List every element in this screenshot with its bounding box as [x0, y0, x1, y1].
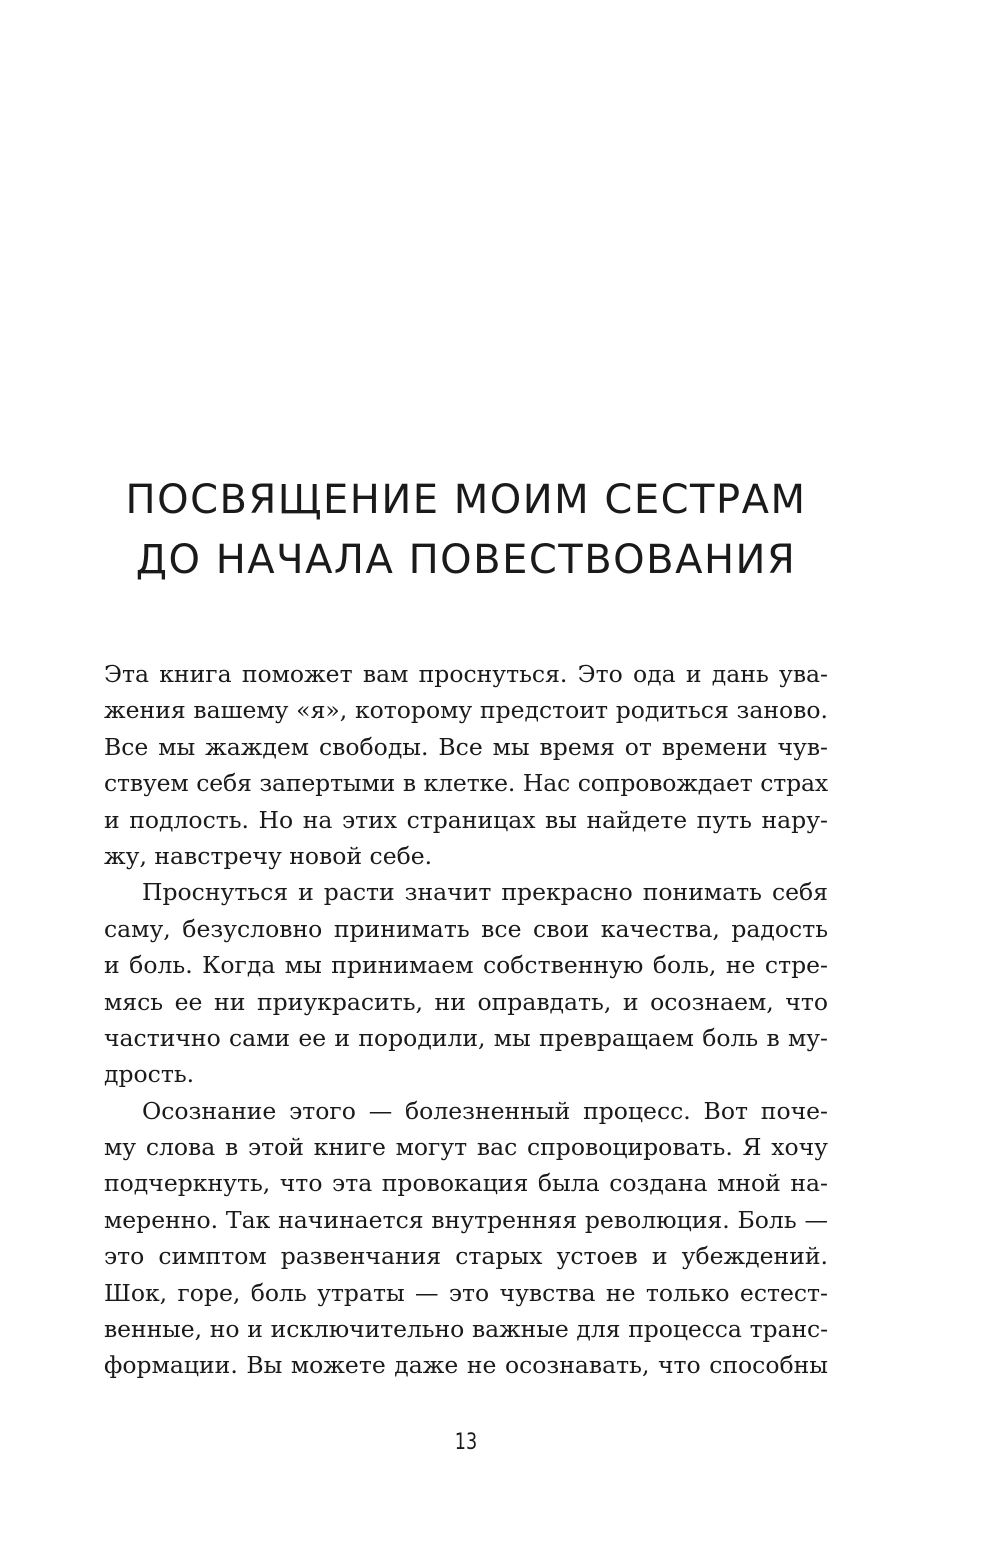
text-line: Проснуться и расти значит прекрасно понимать себя [142, 878, 828, 907]
text-line: меренно. Так начинается внутренняя революция. Боль — [104, 1205, 828, 1234]
text-line: и боль. Когда мы принимаем собственную боль, не стре- [104, 951, 828, 980]
text-line: ствуем себя запертыми в клетке. Нас сопровождает страх [104, 769, 828, 798]
text-line: Все мы жаждем свободы. Все мы время от времени чув- [104, 732, 828, 761]
chapter-title [100, 470, 832, 590]
text-line: формации. Вы можете даже не осознавать, что способны [104, 1351, 828, 1380]
page-number: 13 [454, 1430, 478, 1455]
text-line: это симптом развенчания старых устоев и убеждений. [104, 1242, 828, 1271]
text-line: и подлость. Но на этих страницах вы найдете путь нару- [104, 805, 828, 834]
text-line: саму, безусловно принимать все свои качества, радость [104, 914, 828, 943]
text-line: Шок, горе, боль утраты — это чувства не только естест- [104, 1278, 828, 1307]
text-line: Эта книга поможет вам проснуться. Это ода и дань ува- [104, 660, 828, 688]
text-line: жения вашему «я», которому предстоит родиться заново. [104, 696, 828, 725]
chapter-title-line-2: ДО НАЧАЛА ПОВЕСТВОВАНИЯ [135, 537, 797, 583]
body-text [104, 656, 828, 1384]
text-line: мясь ее ни приукрасить, ни оправдать, и осознаем, что [104, 987, 828, 1016]
chapter-title-line-1: ПОСВЯЩЕНИЕ МОИМ СЕСТРАМ [125, 477, 807, 523]
text-line: дрость. [104, 1060, 195, 1089]
text-line: Осознание этого — болезненный процесс. Вот поче- [142, 1096, 828, 1125]
text-line: жу, навстречу новой себе. [104, 841, 433, 870]
text-line: му слова в этой книге могут вас спровоцировать. Я хочу [104, 1133, 828, 1162]
text-line: венные, но и исключительно важные для процесса транс- [104, 1315, 828, 1344]
text-line: частично сами ее и породили, мы превращаем боль в му- [104, 1023, 828, 1052]
text-line: подчеркнуть, что эта провокация была создана мной на- [104, 1169, 828, 1198]
